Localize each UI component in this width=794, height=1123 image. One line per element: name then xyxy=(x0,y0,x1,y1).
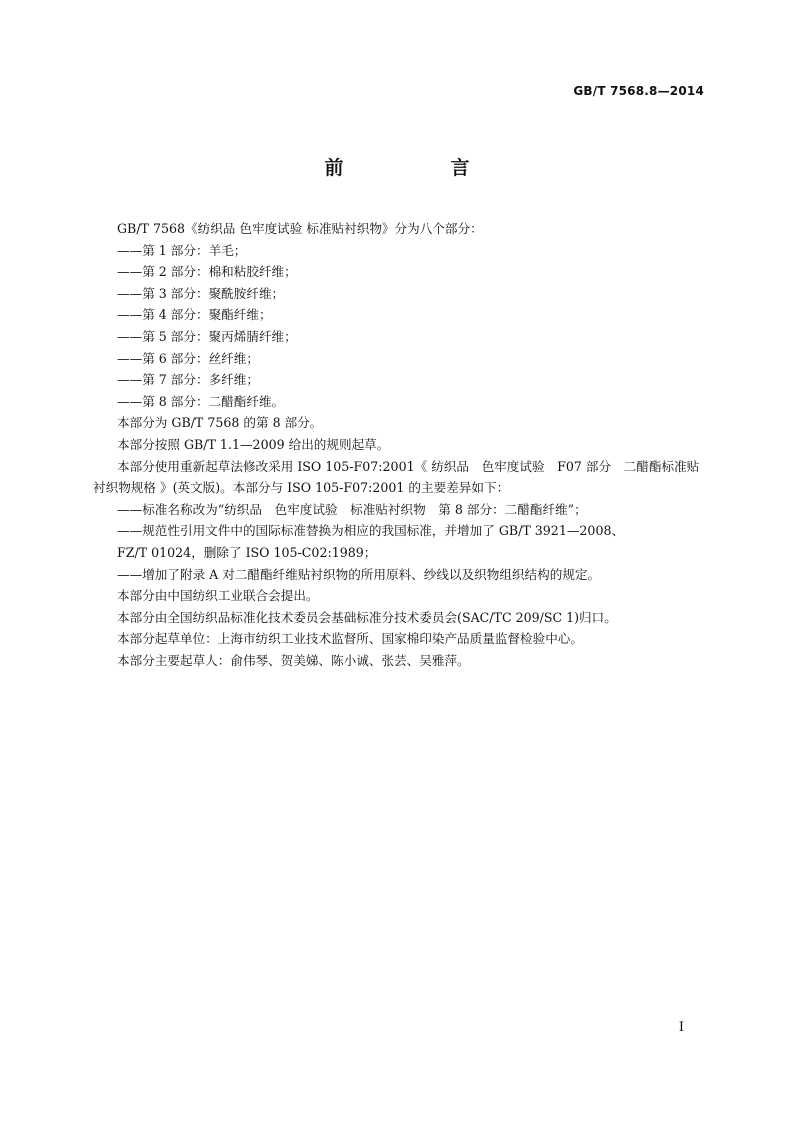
adoption-paragraph: 本部分使用重新起草法修改采用 ISO 105-F07:2001《 纺织品 色牢度试验 F07 部分 二醋酯标准贴衬织物规格 》(英文版)。本部分与 ISO 105-F07:2001 的主要差异如下： xyxy=(93,458,700,496)
foreword-body xyxy=(93,218,705,671)
page-number: I xyxy=(678,1020,684,1035)
intro-paragraph: GB/T 7568《纺织品 色牢度试验 标准贴衬织物》分为八个部分： xyxy=(117,221,483,236)
page-title: 前 言 xyxy=(324,157,514,179)
difference-item-2 xyxy=(93,520,705,563)
part-item-4: ——第 4 部分：聚酯纤维； xyxy=(117,307,272,323)
part-item-5: ——第 5 部分：聚丙烯腈纤维； xyxy=(117,328,297,344)
difference-item-3: ——增加了附录 A 对二醋酯纤维贴衬织物的所用原料、纱线以及织物组织结构的规定。 xyxy=(117,566,601,582)
part-item-8: ——第 8 部分：二醋酯纤维。 xyxy=(117,393,285,409)
proposed-by: 本部分由中国纺织工业联合会提出。 xyxy=(117,588,319,604)
drafting-rules: 本部分按照 GB/T 1.1—2009 给出的规则起草。 xyxy=(117,436,390,452)
part-item-1: ——第 1 部分：羊毛； xyxy=(117,242,247,258)
difference-item-2-line2: FZ/T 01024，删除了 ISO 105-C02:1989； xyxy=(117,544,377,560)
main-drafters: 本部分主要起草人：俞伟琴、贺美娣、陈小诚、张芸、吴雅萍。 xyxy=(117,652,470,668)
drafting-units: 本部分起草单位：上海市纺织工业技术监督所、国家棉印染产品质量监督检验中心。 xyxy=(117,631,583,647)
part-item-6: ——第 6 部分：丝纤维； xyxy=(117,350,259,366)
part-item-3: ——第 3 部分：聚酰胺纤维； xyxy=(117,285,285,301)
difference-item-2-line1: ——规范性引用文件中的国际标准替换为相应的我国标准，并增加了 GB/T 3921—2008、 xyxy=(117,523,625,539)
part-item-7: ——第 7 部分：多纤维； xyxy=(117,372,259,388)
centralized-by: 本部分由全国纺织品标准化技术委员会基础标准分技术委员会(SAC/TC 209/SC 1)归口。 xyxy=(117,609,617,625)
difference-item-1: ——标准名称改为“纺织品 色牢度试验 标准贴衬织物 第 8 部分：二醋酯纤维”； xyxy=(117,501,587,517)
document-code: GB/T 7568.8—2014 xyxy=(573,84,704,98)
part-statement: 本部分为 GB/T 7568 的第 8 部分。 xyxy=(117,415,323,431)
part-item-2: ——第 2 部分：棉和粘胶纤维； xyxy=(117,264,297,280)
